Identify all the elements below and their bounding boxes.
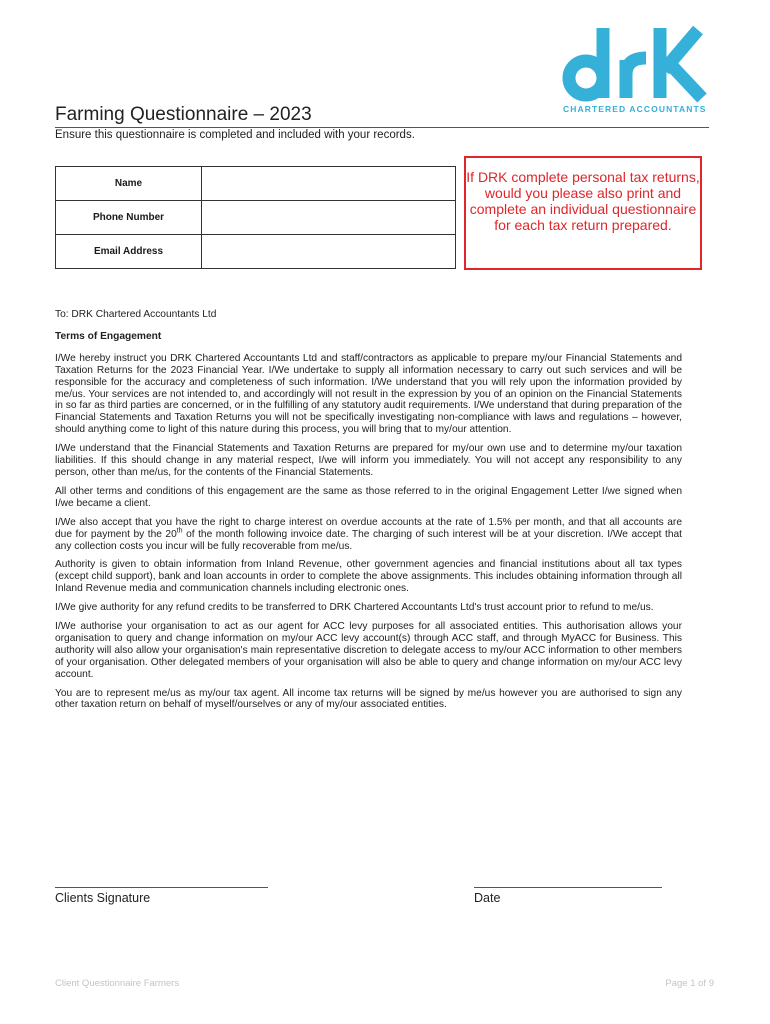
paragraph-instruction: I/We hereby instruct you DRK Chartered Accountants Ltd and staff/contractors as applicable to prepare my/our Financial Statements and Taxation Returns for the 2023 Financial Year. I/We undertake to supply all information necessary to carry out such services and will be responsible for the accuracy and completeness of such information. I/We understand that you will rely upon the information provided by me/us. Your services are not intended to, and accordingly will not result in the expression by you of an opinion on the Financial Statements in so far as third parties are concerned, or in the fulfilling of any statutory audit requirements. I/We understand that during preparation of the Financial Statements and Taxation Returns you will not be specifically investigating non-compliance with laws and regulations – however, should anything come to light of this nature during this process, you will bring that to my/our attention. — [55, 352, 682, 436]
date-line[interactable] — [474, 887, 662, 888]
paragraph-acc: I/We authorise your organisation to act as our agent for ACC levy purposes for all associated entities. This authorisation allows your organisation to query and change information on my/our ACC levy account(s) through ACC staff, and through MyACC for Business. This authority will also allow your organisation's main representative discretion to delegate access to my/our ACC information to other members of your organisation. Other delegated members of your organisation will also be able to query and change information on my/our ACC levy account. — [55, 621, 682, 680]
phone-number-label: Phone Number — [56, 201, 202, 235]
paragraph-own-use: I/We understand that the Financial Statements and Taxation Returns are prepared for my/our own use and to determine my/our taxation liabilities. If this should change in any material respect, I/we will inform you immediately. You will not accept any responsibility to any person, other than me/us, for the contents of the Financial Statements. — [55, 443, 682, 478]
footer-document-name: Client Questionnaire Farmers — [55, 978, 180, 989]
ordinal-suffix: th — [176, 527, 183, 535]
engagement-letter — [55, 309, 682, 718]
interest-text-b: of the month following invoice date. The charging of such interest will be at your discretion. I/We accept that any collection costs you incur will be fully recoverable from me/us. — [55, 528, 682, 552]
paragraph-other-terms: All other terms and conditions of this engagement are the same as those referred to in the original Engagement Letter I/we signed when I/we became a client. — [55, 485, 682, 509]
date-label: Date — [474, 891, 501, 905]
logo-subtitle: CHARTERED ACCOUNTANTS — [563, 104, 707, 114]
paragraph-authority: Authority is given to obtain information from Inland Revenue, other government agencies and financial institutions about all tax types (except child support), bank and loan accounts in order to complete the above assignments. This includes obtaining information through all Inland Revenue media and communication channels including electronic ones. — [55, 559, 682, 595]
table-row — [56, 167, 456, 201]
title-divider — [55, 127, 709, 128]
email-address-field[interactable] — [202, 235, 456, 269]
client-signature-line[interactable] — [55, 887, 268, 888]
paragraph-tax-agent: You are to represent me/us as my/our tax agent. All income tax returns will be signed by me/us however you are authorised to sign any other taxation return on behalf of myself/ourselves or any of my/our associated entities. — [55, 687, 682, 711]
page-subtitle: Ensure this questionnaire is completed and included with your records. — [55, 129, 415, 141]
client-signature-label: Clients Signature — [55, 891, 151, 905]
table-row — [56, 235, 456, 269]
name-label: Name — [56, 167, 202, 201]
table-row — [56, 201, 456, 235]
name-field[interactable] — [202, 167, 456, 201]
interest-text-a: I/We also accept that you have the right to charge interest on overdue accounts at the rate of 1.5% per month, and that all accounts are due for payment by the 20 — [55, 516, 682, 540]
contact-details-table — [55, 166, 456, 269]
paragraph-refund: I/We give authority for any refund credits to be transferred to DRK Chartered Accountants Ltd's trust account prior to refund to me/us. — [55, 602, 654, 614]
addressee: To: DRK Chartered Accountants Ltd — [55, 309, 217, 320]
individual-questionnaire-notice: If DRK complete personal tax returns, would you please also print and complete an individual questionnaire for each tax return prepared. — [464, 156, 702, 270]
terms-heading: Terms of Engagement — [55, 330, 162, 342]
paragraph-interest — [55, 517, 682, 553]
page-title: Farming Questionnaire – 2023 — [55, 104, 312, 125]
phone-number-field[interactable] — [202, 201, 456, 235]
footer-page-number: Page 1 of 9 — [665, 978, 714, 989]
email-address-label: Email Address — [56, 235, 202, 269]
